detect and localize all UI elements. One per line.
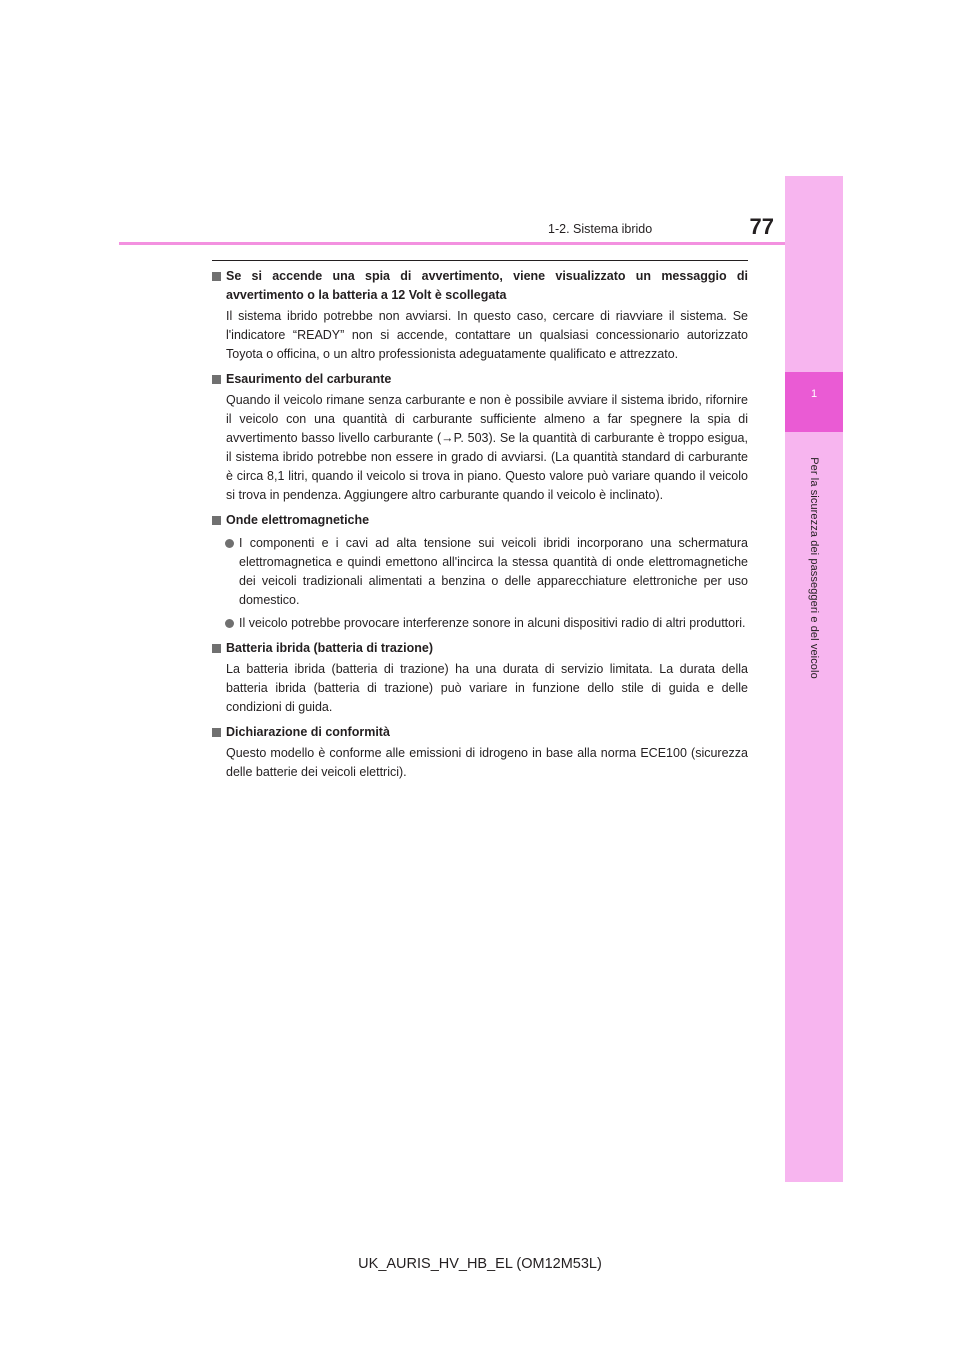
square-bullet-icon [212,516,221,525]
section-conformity [212,723,748,782]
round-bullet-icon [225,619,234,628]
running-head: 1-2. Sistema ibrido [548,222,653,236]
section-text: La batteria ibrida (batteria di trazione) ha una durata di servizio limitata. La durata della batteria ibrida (batteria di trazione) può variare in funzione dello stile di guida e delle condizioni di guida. [226,662,748,714]
square-bullet-icon [212,644,221,653]
square-bullet-icon [212,272,221,281]
section-waves [212,511,748,633]
section-title: Esaurimento del carburante [212,370,748,389]
document-code: UK_AURIS_HV_HB_EL (OM12M53L) [358,1256,602,1272]
round-bullet-icon [225,539,234,548]
section-rule [212,260,748,261]
section-title: Dichiarazione di conformità [212,723,748,742]
section-battery [212,639,748,717]
list-item: I componenti e i cavi ad alta tensione sui veicoli ibridi incorporano una schermatura elettromagnetica e quindi emettono all'incirca la stessa quantità di onde elettromagnetiche dei veicoli tradizionali alimentati a benzina o delle apparecchiature elettroniche per uso domestico. [212,534,748,610]
header-rule [119,242,785,245]
chapter-title-vertical [784,436,844,700]
list-item: Il veicolo potrebbe provocare interferenze sonore in alcuni dispositivi radio di altri produttori. [212,614,748,633]
chapter-tab [785,372,843,432]
page-number: 77 [749,214,774,239]
section-title: Onde elettromagnetiche [212,511,748,530]
chapter-number: 1 [810,388,818,400]
section-title: Batteria ibrida (batteria di trazione) [212,639,748,658]
chapter-title: Per la sicurezza dei passeggeri e del veicolo [808,457,820,679]
page-content [212,267,748,788]
section-text: Quando il veicolo rimane senza carburante e non è possibile avviare il sistema ibrido, rifornire il veicolo con una quantità di carburante sufficiente almeno a far spegnere la spia di avvertimento basso livello carburante (→P. 503). Se la quantità di carburante è troppo esigua, il sistema ibrido potrebbe non essere in grado di avviarsi. (La quantità standard di carburante è circa 8,1 litri, quando il veicolo si trova in piano. Questo valore può variare quando il veicolo si trova in pendenza. Aggiungere altro carburante quando il veicolo è inclinato). [226,393,748,502]
square-bullet-icon [212,728,221,737]
section-title: Se si accende una spia di avvertimento, viene visualizzato un messaggio di avvertimento o la batteria a 12 Volt è scollegata [212,267,748,305]
section-text: Il sistema ibrido potrebbe non avviarsi. In questo caso, cercare di riavviare il sistema. Se l'indicatore “READY” non si accende, contattare un qualsiasi concessionario autorizzato Toyota o officina, o un altro professionista adeguatamente qualificato e attrezzato. [226,309,748,361]
section-text: Questo modello è conforme alle emissioni di idrogeno in base alla norma ECE100 (sicurezza delle batterie dei veicoli elettrici). [226,746,748,779]
section-warning [212,267,748,364]
square-bullet-icon [212,375,221,384]
section-fuel [212,370,748,505]
